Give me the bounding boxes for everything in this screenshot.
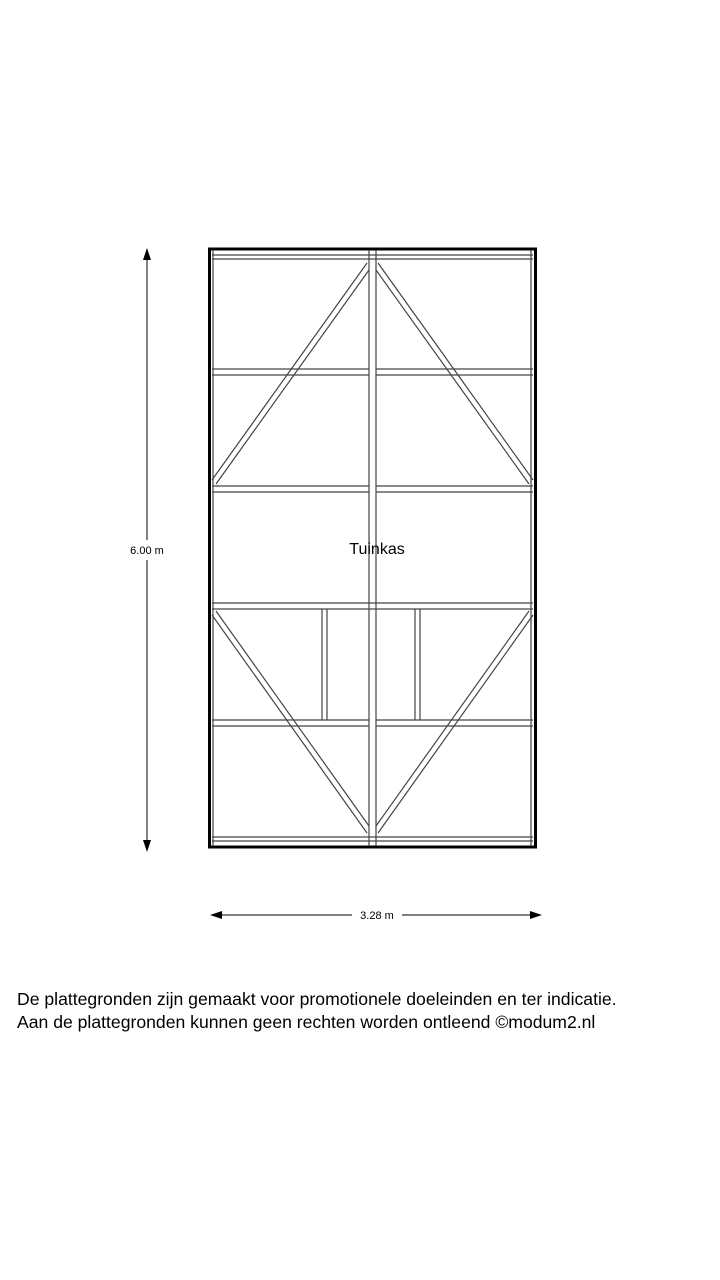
disclaimer-line-1: De plattegronden zijn gemaakt voor promotionele doeleinden en ter indicatie. — [17, 989, 617, 1009]
disclaimer-line-2: Aan de plattegronden kunnen geen rechten worden ontleend ©modum2.nl — [17, 1012, 596, 1032]
arrow-down-icon — [143, 840, 151, 852]
room-label: Tuinkas — [349, 541, 405, 558]
width-dimension-label: 3.28 m — [360, 910, 394, 922]
arrow-up-icon — [143, 248, 151, 260]
disclaimer — [17, 988, 717, 1034]
height-dimension-label: 6.00 m — [130, 545, 164, 557]
arrow-right-icon — [530, 911, 542, 919]
arrow-left-icon — [210, 911, 222, 919]
width-dimension — [210, 910, 542, 922]
height-dimension — [130, 248, 164, 852]
